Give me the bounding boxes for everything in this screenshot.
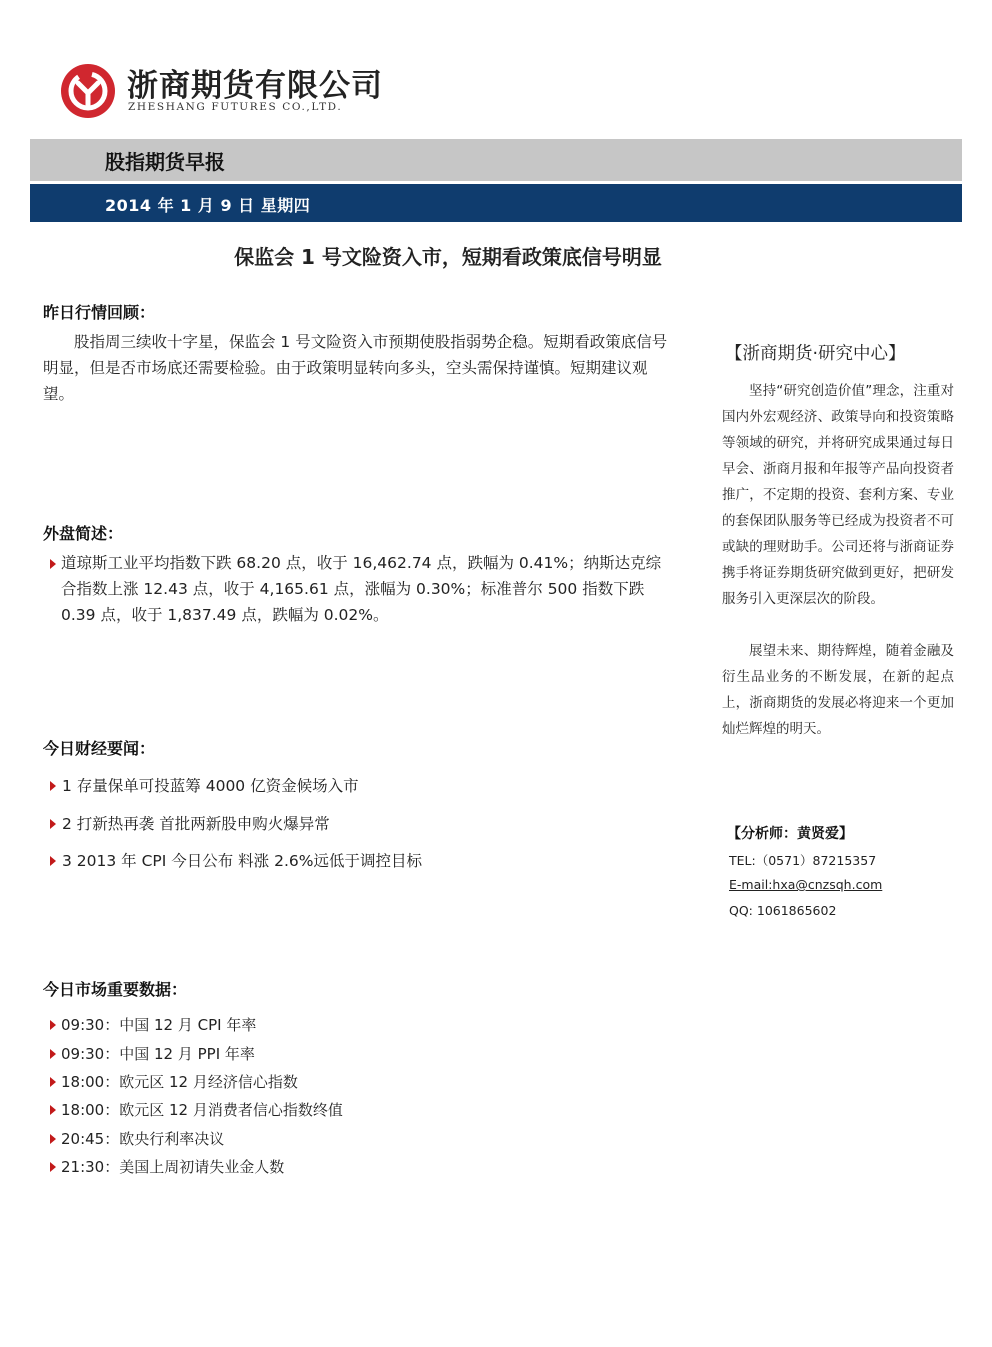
analyst-title: 【分析师：黄贤爱】 [727,826,853,842]
news-heading: 今日财经要闻： [43,739,156,758]
market-data-item [50,1156,284,1177]
overseas-heading: 外盘简述： [43,524,124,543]
market-data-item [50,1071,298,1092]
research-center-title: 【浙商期货·研究中心】 [725,344,906,364]
news-item-text: 2 打新热再袭 首批两新股申购火爆异常 [62,815,330,833]
overseas-body: 道琼斯工业平均指数下跌 68.20 点，收于 16,462.74 点，跌幅为 0.41%；纳斯达克综合指数上涨 12.43 点，收于 4,165.61 点，涨幅为 0.30%；标准普尔 500 指数下跌 0.39 点，收于 1,837.49 点，跌幅为 0.02%。 [61,554,662,624]
market-data-item [50,1014,256,1035]
company-logo-icon [60,63,116,119]
market-data-item [50,1128,224,1149]
review-body: 股指周三续收十字星，保监会 1 号文险资入市预期使股指弱势企稳。短期看政策底信号明显，但是否市场底还需要检验。由于政策明显转向多头，空头需保持谨慎。短期建议观望。 [43,333,668,403]
research-center-para-2: 展望未来、期待辉煌，随着金融及衍生品业务的不断发展，在新的起点上，浙商期货的发展必将迎来一个更加灿烂辉煌的明天。 [722,643,954,737]
market-data-item [50,1099,343,1120]
report-title: 股指期货早报 [105,150,225,174]
headline: 保监会 1 号文险资入市，短期看政策底信号明显 [234,245,662,269]
bullet-arrow-icon [50,1134,56,1144]
news-item [50,812,330,834]
news-item [50,849,422,871]
analyst-email-link[interactable]: E-mail:hxa@cnzsqh.com [729,877,883,892]
bullet-arrow-icon [50,1162,56,1172]
analyst-tel: TEL:（0571）87215357 [729,853,877,868]
market-data-text: 20:45：欧央行利率决议 [61,1130,225,1148]
research-center-para-1: 坚持“研究创造价值”理念，注重对国内外宏观经济、政策导向和投资策略等领域的研究，并将研究成果通过每日早会、浙商月报和年报等产品向投资者推广，不定期的投资、套利方案、专业的套保团队服务等已经成为投资者不可或缺的理财助手。公司还将与浙商证券携手将证券期货研究做到更好，把研发服务引入更深层次的阶段。 [722,383,954,607]
bullet-arrow-icon [50,819,56,829]
market-data-text: 18:00：欧元区 12 月消费者信心指数终值 [61,1101,343,1119]
company-name-en: ZHESHANG FUTURES CO.,LTD. [128,101,343,113]
bullet-arrow-icon [50,559,56,569]
bullet-arrow-icon [50,1020,56,1030]
company-name-cn: 浙商期货有限公司 [127,68,383,104]
market-data-text: 21:30：美国上周初请失业金人数 [61,1158,285,1176]
overseas-bullet [47,550,673,628]
bullet-arrow-icon [50,1049,56,1059]
report-date-banner [30,184,962,222]
bullet-arrow-icon [50,1105,56,1115]
review-heading: 昨日行情回顾： [43,303,156,322]
news-item-text: 3 2013 年 CPI 今日公布 料涨 2.6%远低于调控目标 [62,852,422,870]
market-data-text: 09:30：中国 12 月 PPI 年率 [61,1045,255,1063]
market-data-text: 09:30：中国 12 月 CPI 年率 [61,1016,257,1034]
market-data-heading: 今日市场重要数据： [43,980,188,999]
news-item [50,774,359,796]
analyst-qq: QQ: 1061865602 [729,903,837,918]
bullet-arrow-icon [50,856,56,866]
report-date: 2014 年 1 月 9 日 星期四 [105,196,311,215]
news-item-text: 1 存量保单可投蓝筹 4000 亿资金候场入市 [62,777,359,795]
market-data-item [50,1043,255,1064]
market-data-text: 18:00：欧元区 12 月经济信心指数 [61,1073,298,1091]
bullet-arrow-icon [50,781,56,791]
analyst-email[interactable] [729,877,882,892]
bullet-arrow-icon [50,1077,56,1087]
report-title-banner [30,139,962,181]
